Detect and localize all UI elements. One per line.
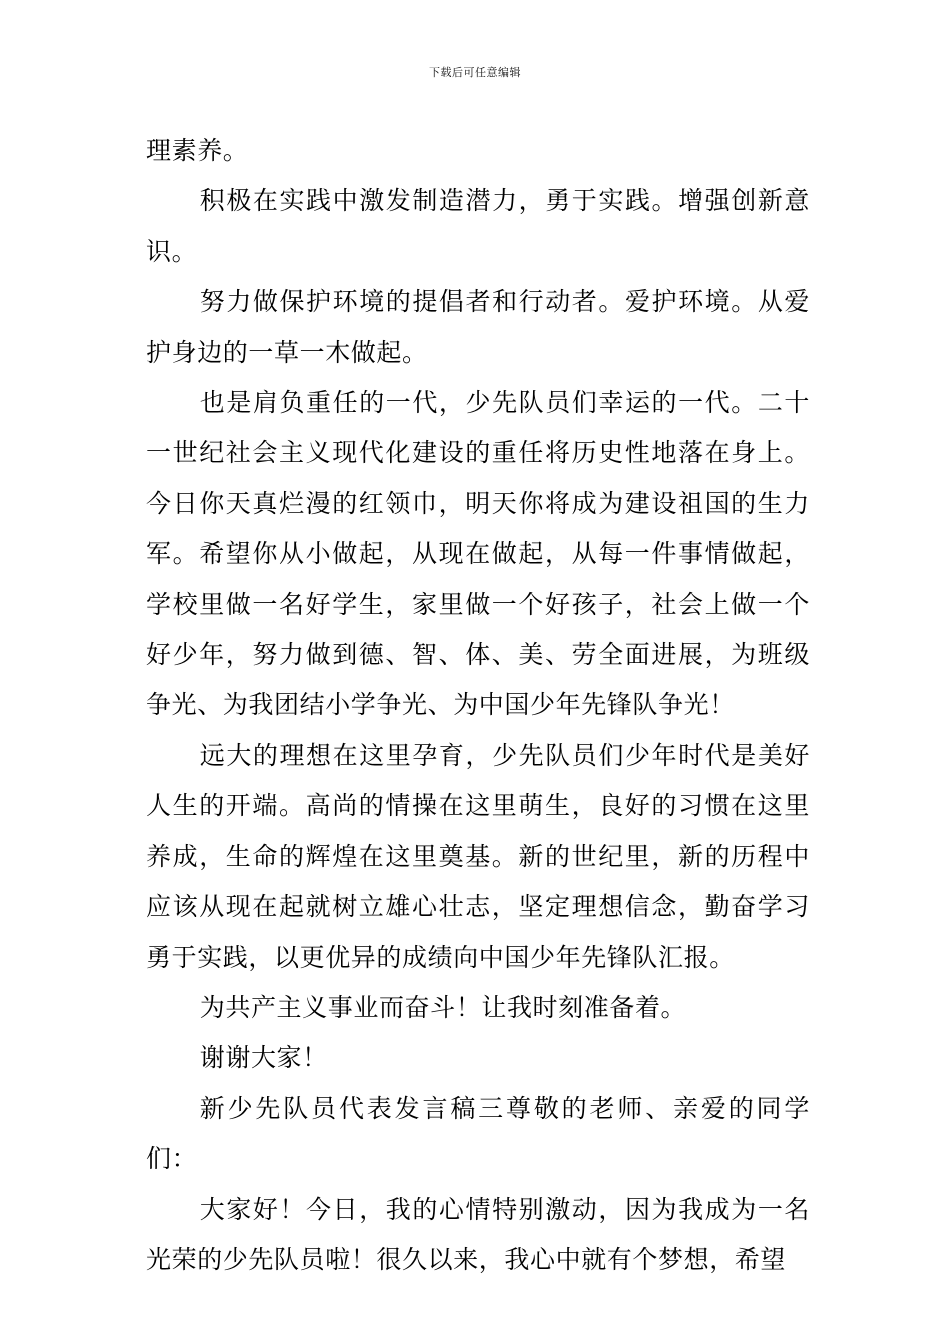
paragraph-6: 为共产主义事业而奋斗！让我时刻准备着。 [199,992,687,1022]
page-header: 下载后可任意编辑 [429,66,521,79]
paragraph-4: 也是肩负重任的一代，少先队员们幸运的一代。二十一世纪社会主义现代化建设的重任将历史性地落在身上。今日你天真烂漫的红领巾，明天你将成为建设祖国的生力军。希望你从小做起，从现在做起，从每一件事情做起，学校里做一名好学生，家里做一个好孩子，社会上做一个好少年，努力做到德、智、体、美、劳全面进展，为班级争光、为我团结小学争光、为中国少年先锋队争光！ [146,388,810,720]
paragraph-5: 远大的理想在这里孕育，少先队员们少年时代是美好人生的开端。高尚的情操在这里萌生，良好的习惯在这里养成，生命的辉煌在这里奠基。新的世纪里，新的历程中应该从现在起就树立雄心壮志，坚定理想信念，勤奋学习勇于实践，以更优异的成绩向中国少年先锋队汇报。 [146,740,810,972]
paragraph-2: 积极在实践中激发制造潜力，勇于实践。增强创新意识。 [146,186,810,266]
paragraph-8: 新少先队员代表发言稿三尊敬的老师、亲爱的同学们： [146,1093,810,1174]
paragraph-9: 大家好！今日，我的心情特别激动，因为我成为一名光荣的少先队员啦！很久以来，我心中就有个梦想，希望 [146,1194,810,1274]
paragraph-7: 谢谢大家！ [199,1043,328,1073]
paragraph-1: 理素养。 [146,136,249,165]
paragraph-3: 努力做保护环境的提倡者和行动者。爱护环境。从爱护身边的一草一木做起。 [146,287,810,367]
document-body [146,126,810,1285]
